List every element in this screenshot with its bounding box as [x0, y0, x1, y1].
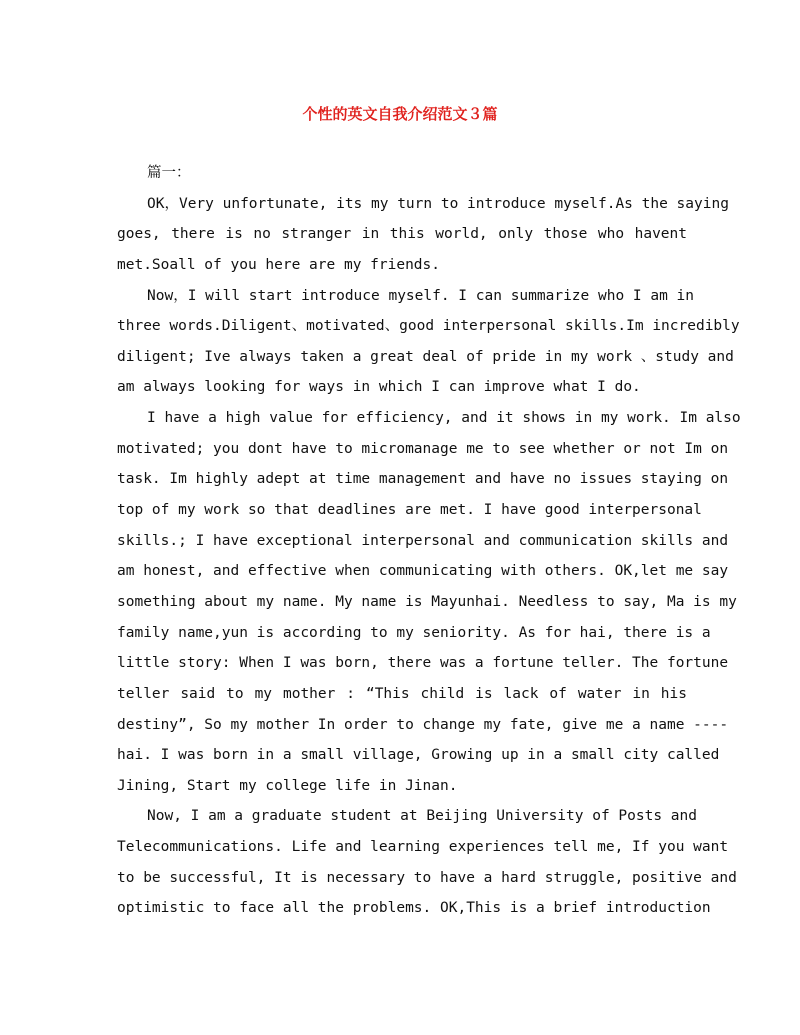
- document-title: 个性的英文自我介绍范文３篇: [302, 105, 498, 123]
- text-line: diligent; Ive always taken a great deal of pride in my work 、study and: [117, 348, 734, 365]
- text-line: hai. I was born in a small village, Growing up in a small city called: [117, 747, 720, 764]
- text-line: three words.Diligent、motivated、good interpersonal skills.Im incredibly: [117, 318, 740, 335]
- text-line: destiny”, So my mother In order to change my fate, give me a name ----: [117, 716, 729, 733]
- text-line: task. Im highly adept at time management and have no issues staying on: [117, 471, 729, 488]
- text-line: Now, I am a graduate student at Beijing University of Posts and: [147, 808, 697, 825]
- text-line: goes, there is no stranger in this world, only those who havent: [117, 226, 687, 243]
- text-line: am always looking for ways in which I can improve what I do.: [117, 379, 641, 396]
- document-body: [117, 158, 741, 924]
- text-line: skills.; I have exceptional interpersonal and communication skills and: [117, 532, 729, 549]
- text-line: little story: When I was born, there was a fortune teller. The fortune: [117, 655, 729, 672]
- text-line: something about my name. My name is Mayunhai. Needless to say, Ma is my: [117, 593, 737, 610]
- text-line: motivated; you dont have to micromanage me to see whether or not Im on: [117, 440, 729, 457]
- text-line: top of my work so that deadlines are met. I have good interpersonal: [117, 502, 702, 519]
- text-line: Jining, Start my college life in Jinan.: [117, 777, 458, 794]
- text-line: OK，Very unfortunate, its my turn to introduce myself.As the saying: [147, 195, 729, 212]
- text-line: am honest, and effective when communicating with others. OK,let me say: [117, 563, 729, 580]
- text-line: teller said to my mother : “This child is lack of water in his: [117, 685, 687, 702]
- text-line: family name,yun is according to my seniority. As for hai, there is a: [117, 624, 711, 641]
- text-line: met.Soall of you here are my friends.: [117, 256, 441, 273]
- text-line: I have a high value for efficiency, and it shows in my work. Im also: [147, 410, 741, 427]
- text-line: to be successful, It is necessary to have a hard struggle, positive and: [117, 869, 737, 886]
- text-line: optimistic to face all the problems. OK,This is a brief introduction: [117, 900, 711, 917]
- text-line: Telecommunications. Life and learning experiences tell me, If you want: [117, 839, 729, 856]
- section-heading: 篇一：: [147, 165, 191, 181]
- text-line: Now，I will start introduce myself. I can summarize who I am in: [147, 287, 695, 304]
